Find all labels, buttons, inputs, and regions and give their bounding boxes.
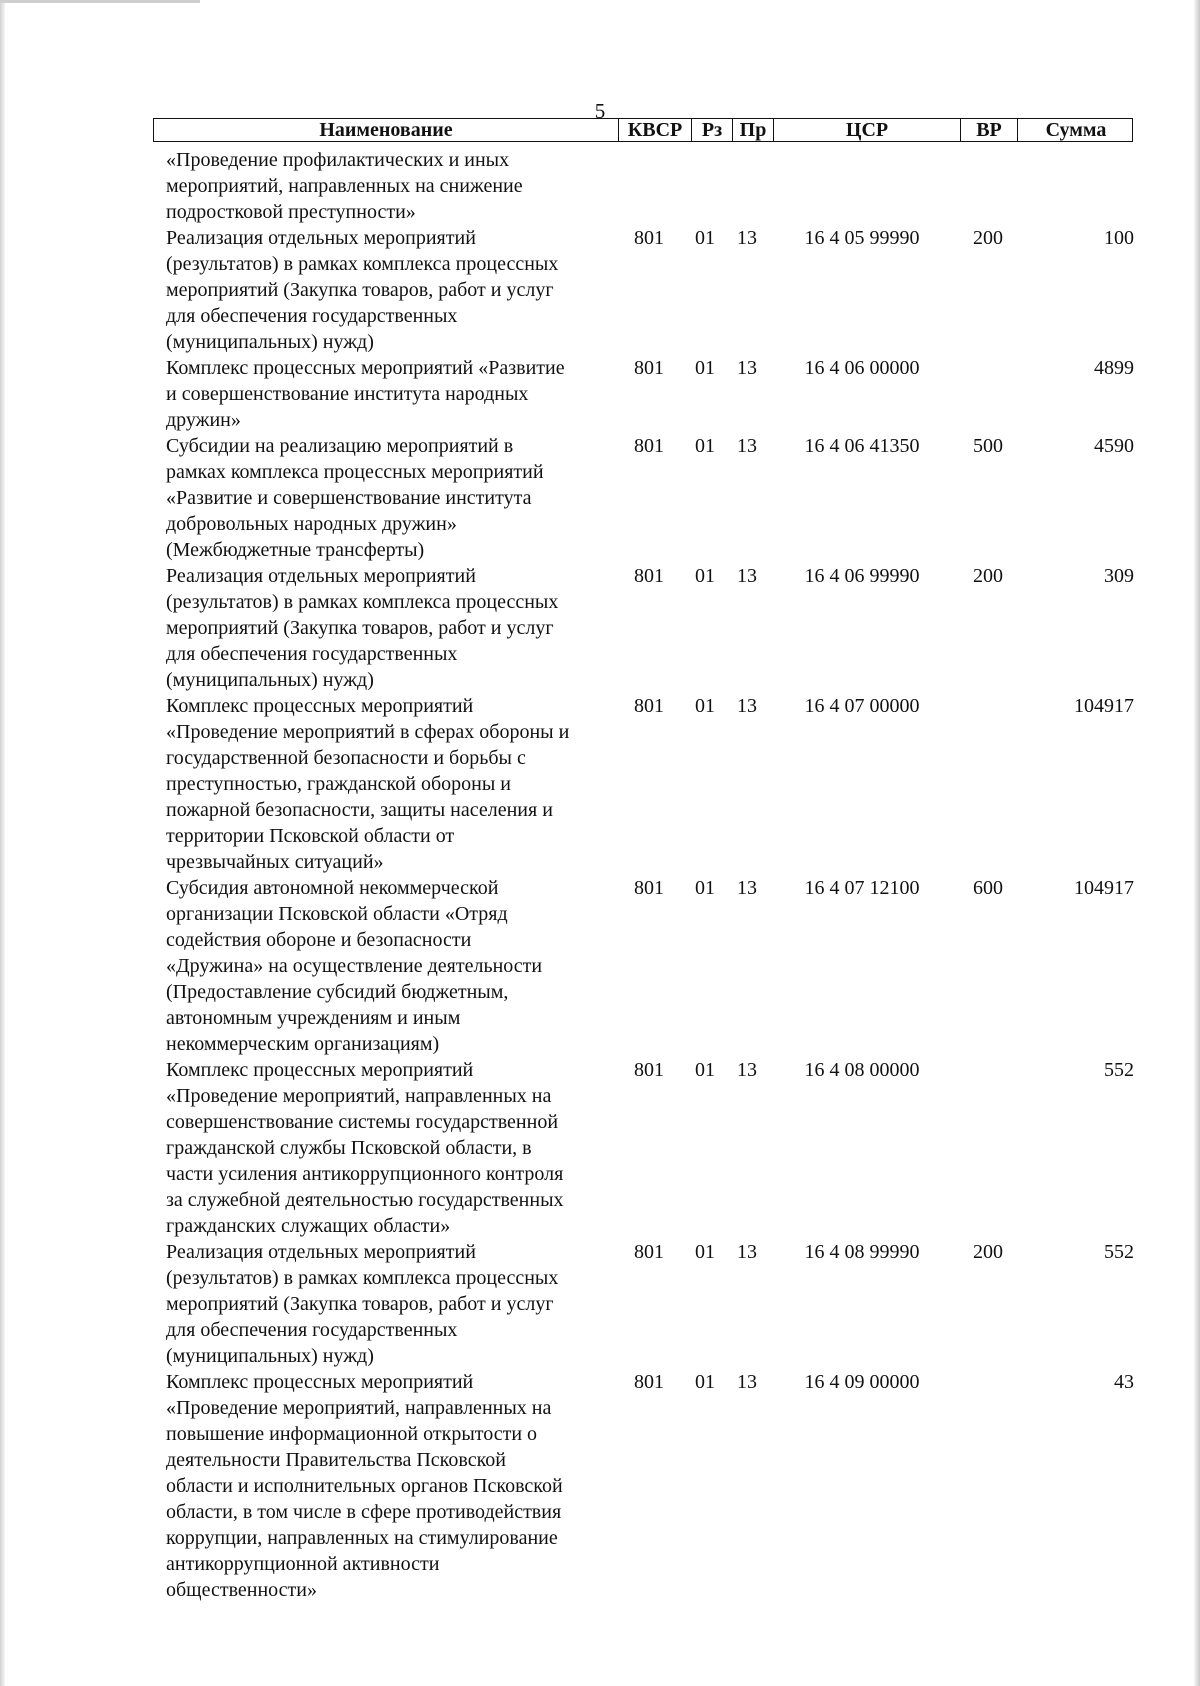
table-row	[166, 225, 1134, 355]
cell-kvsr: 801	[634, 877, 664, 899]
cell-name-line: Субсидия автономной некоммерческой	[166, 877, 499, 899]
cell-name	[166, 563, 618, 693]
cell-name-line: совершенствование системы государственной	[166, 1111, 559, 1133]
cell-name-line: для обеспечения государственных	[166, 643, 458, 665]
cell-name-line: за служебной деятельностью государственных	[166, 1189, 564, 1211]
table-row	[166, 355, 1134, 433]
scan-edge-top	[0, 0, 200, 3]
cell-name	[166, 1369, 618, 1603]
cell-name-line: «Дружина» на осуществление деятельности	[166, 955, 543, 977]
cell-name-line: пожарной безопасности, защиты населения и	[166, 799, 553, 821]
cell-pr: 13	[737, 1241, 757, 1263]
cell-csr: 16 4 09 00000	[804, 1371, 920, 1393]
cell-name-line: (результатов) в рамках комплекса процессных	[166, 253, 559, 275]
cell-name-line: общественности»	[166, 1579, 317, 1601]
cell-kvsr: 801	[634, 1241, 664, 1263]
cell-rz: 01	[695, 695, 715, 717]
cell-pr: 13	[737, 877, 757, 899]
cell-name-line: Реализация отдельных мероприятий	[166, 1241, 476, 1263]
cell-name-line: (муниципальных) нужд)	[166, 669, 374, 691]
cell-name-line: мероприятий, направленных на снижение	[166, 175, 523, 197]
cell-name-line: мероприятий (Закупка товаров, работ и услуг	[166, 1293, 554, 1315]
cell-name	[166, 875, 618, 1057]
table-row	[166, 693, 1134, 875]
scan-edge-left	[0, 0, 5, 1686]
cell-vr: 200	[973, 565, 1003, 587]
cell-name-line: автономным учреждениям и иным	[166, 1007, 461, 1029]
table-body	[166, 147, 1134, 1603]
cell-name-line: для обеспечения государственных	[166, 1319, 458, 1341]
cell-name-line: «Проведение мероприятий, направленных на	[166, 1397, 552, 1419]
cell-name-line: (Межбюджетные трансферты)	[166, 539, 425, 561]
cell-rz: 01	[695, 1241, 715, 1263]
cell-name-line: Реализация отдельных мероприятий	[166, 227, 476, 249]
header-name: Наименование	[319, 119, 453, 141]
cell-vr: 500	[973, 435, 1003, 457]
cell-name-line: содействия обороне и безопасности	[166, 929, 472, 951]
cell-sum: 4590	[1094, 435, 1134, 457]
cell-name-line: «Проведение мероприятий в сферах обороны и	[166, 721, 570, 743]
cell-name-line: чрезвычайных ситуаций»	[166, 851, 384, 873]
cell-pr: 13	[737, 227, 757, 249]
cell-name-line: мероприятий (Закупка товаров, работ и услуг	[166, 279, 554, 301]
cell-sum: 104917	[1074, 695, 1134, 717]
scan-edge-right	[1194, 0, 1200, 1686]
cell-pr: 13	[737, 1059, 757, 1081]
cell-pr: 13	[737, 1371, 757, 1393]
table-row	[166, 875, 1134, 1057]
cell-name-line: преступностью, гражданской обороны и	[166, 773, 511, 795]
cell-name-line: государственной безопасности и борьбы с	[166, 747, 526, 769]
cell-sum: 552	[1104, 1241, 1134, 1263]
cell-name-line: деятельности Правительства Псковской	[166, 1449, 506, 1471]
header-vr: ВР	[960, 119, 1017, 141]
cell-name-line: области, в том числе в сфере противодействия	[166, 1501, 562, 1523]
cell-sum: 43	[1114, 1371, 1134, 1393]
cell-rz: 01	[695, 1059, 715, 1081]
cell-name	[166, 693, 618, 875]
cell-name-line: некоммерческим организациям)	[166, 1033, 440, 1055]
cell-rz: 01	[695, 565, 715, 587]
cell-rz: 01	[695, 357, 715, 379]
cell-name	[166, 433, 618, 563]
cell-sum: 552	[1104, 1059, 1134, 1081]
cell-name-line: территории Псковской области от	[166, 825, 455, 847]
cell-csr: 16 4 07 00000	[804, 695, 920, 717]
cell-name-line: «Проведение мероприятий, направленных на	[166, 1085, 552, 1107]
header-pr: Пр	[732, 119, 773, 141]
cell-name	[166, 1239, 618, 1369]
cell-name-line: организации Псковской области «Отряд	[166, 903, 508, 925]
cell-name	[166, 147, 618, 225]
table-row	[166, 147, 1134, 225]
cell-name-line: Субсидии на реализацию мероприятий в	[166, 435, 514, 457]
cell-csr: 16 4 06 99990	[804, 565, 920, 587]
header-kvsr: КВСР	[618, 119, 691, 141]
cell-kvsr: 801	[634, 357, 664, 379]
cell-name	[166, 225, 618, 355]
cell-csr: 16 4 07 12100	[804, 877, 920, 899]
cell-rz: 01	[695, 1371, 715, 1393]
cell-name	[166, 1057, 618, 1239]
cell-kvsr: 801	[634, 695, 664, 717]
cell-vr: 200	[973, 1241, 1003, 1263]
cell-name-line: (муниципальных) нужд)	[166, 331, 374, 353]
cell-kvsr: 801	[634, 1371, 664, 1393]
table-row	[166, 563, 1134, 693]
cell-sum: 309	[1104, 565, 1134, 587]
cell-rz: 01	[695, 877, 715, 899]
table-row	[166, 1239, 1134, 1369]
cell-name-line: (Предоставление субсидий бюджетным,	[166, 981, 509, 1003]
table-header	[153, 118, 1133, 142]
cell-kvsr: 801	[634, 435, 664, 457]
cell-name-line: повышение информационной открытости о	[166, 1423, 538, 1445]
cell-csr: 16 4 06 00000	[804, 357, 920, 379]
cell-rz: 01	[695, 435, 715, 457]
cell-name-line: (муниципальных) нужд)	[166, 1345, 374, 1367]
cell-kvsr: 801	[634, 565, 664, 587]
cell-csr: 16 4 08 99990	[804, 1241, 920, 1263]
header-csr: ЦСР	[773, 119, 960, 141]
cell-name-line: Комплекс процессных мероприятий «Развитие	[166, 357, 565, 379]
table-row	[166, 433, 1134, 563]
cell-name-line: гражданских служащих области»	[166, 1215, 451, 1237]
cell-name-line: добровольных народных дружин»	[166, 513, 457, 535]
cell-rz: 01	[695, 227, 715, 249]
header-sum: Сумма	[1017, 119, 1134, 141]
cell-name-line: рамках комплекса процессных мероприятий	[166, 461, 544, 483]
cell-name-line: Реализация отдельных мероприятий	[166, 565, 476, 587]
cell-pr: 13	[737, 435, 757, 457]
cell-name-line: (результатов) в рамках комплекса процессных	[166, 591, 559, 613]
cell-name-line: и совершенствование института народных	[166, 383, 529, 405]
cell-name-line: коррупции, направленных на стимулирование	[166, 1527, 558, 1549]
cell-kvsr: 801	[634, 1059, 664, 1081]
header-rz: Рз	[691, 119, 732, 141]
page-number: 5	[594, 99, 606, 123]
cell-name-line: мероприятий (Закупка товаров, работ и услуг	[166, 617, 554, 639]
cell-pr: 13	[737, 565, 757, 587]
cell-sum: 100	[1104, 227, 1134, 249]
cell-pr: 13	[737, 357, 757, 379]
cell-vr: 200	[973, 227, 1003, 249]
cell-name-line: области и исполнительных органов Псковской	[166, 1475, 563, 1497]
table-row	[166, 1369, 1134, 1603]
cell-name	[166, 355, 618, 433]
cell-name-line: дружин»	[166, 409, 241, 431]
cell-kvsr: 801	[634, 227, 664, 249]
cell-name-line: «Развитие и совершенствование института	[166, 487, 532, 509]
table-row	[166, 1057, 1134, 1239]
cell-pr: 13	[737, 695, 757, 717]
cell-name-line: части усиления антикоррупционного контроля	[166, 1163, 564, 1185]
cell-vr: 600	[973, 877, 1003, 899]
cell-name-line: Комплекс процессных мероприятий	[166, 1371, 474, 1393]
cell-name-line: для обеспечения государственных	[166, 305, 458, 327]
cell-name-line: Комплекс процессных мероприятий	[166, 695, 474, 717]
cell-name-line: антикоррупционной активности	[166, 1553, 440, 1575]
cell-csr: 16 4 08 00000	[804, 1059, 920, 1081]
cell-csr: 16 4 06 41350	[804, 435, 920, 457]
cell-name-line: «Проведение профилактических и иных	[166, 149, 510, 171]
cell-sum: 104917	[1074, 877, 1134, 899]
cell-name-line: Комплекс процессных мероприятий	[166, 1059, 474, 1081]
cell-name-line: гражданской службы Псковской области, в	[166, 1137, 532, 1159]
cell-name-line: (результатов) в рамках комплекса процессных	[166, 1267, 559, 1289]
cell-sum: 4899	[1094, 357, 1134, 379]
cell-name-line: подростковой преступности»	[166, 201, 416, 223]
cell-csr: 16 4 05 99990	[804, 227, 920, 249]
